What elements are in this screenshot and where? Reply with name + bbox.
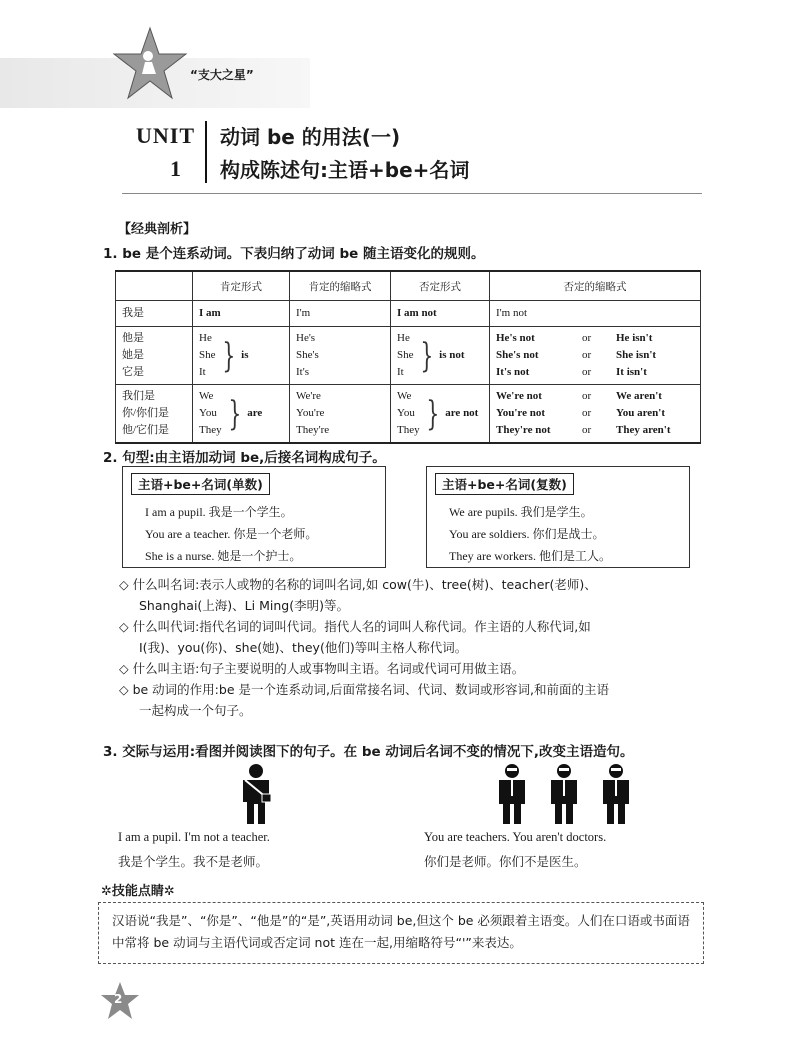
section-label: 【经典剖析】 bbox=[118, 222, 197, 237]
neg-short-b: We aren't bbox=[616, 390, 662, 402]
brace-icon: } bbox=[419, 335, 433, 376]
neg-short-a: You're not bbox=[496, 407, 545, 419]
figure-caption-en: You are teachers. You aren't doctors. bbox=[424, 830, 607, 844]
notes-list bbox=[119, 574, 709, 721]
be-form: is bbox=[241, 349, 249, 361]
title-rule bbox=[122, 193, 702, 194]
unit-title-line1: 动词 be 的用法(一) bbox=[220, 125, 401, 149]
question-2: 2. 句型:由主语加动词 be,后接名词构成句子。 bbox=[103, 450, 386, 466]
neg-short-b: He isn't bbox=[616, 332, 653, 344]
teacher-figure-icon bbox=[542, 762, 586, 826]
unit-number: 1 bbox=[170, 156, 181, 181]
or-word: or bbox=[582, 332, 592, 344]
pronoun: She bbox=[397, 349, 414, 361]
neg-short-b: They aren't bbox=[616, 424, 671, 436]
table-header: 否定的缩略式 bbox=[490, 271, 701, 301]
note-line: Shanghai(上海)、Li Ming(李明)等。 bbox=[139, 598, 349, 613]
note-line: ◇ 什么叫名词:表示人或物的名称的词叫名词,如 cow(牛)、tree(树)、teacher(老师)、 bbox=[119, 577, 597, 592]
subject-label: 他/它们是 bbox=[122, 424, 170, 436]
unit-divider bbox=[205, 121, 207, 183]
neg-cell: I am not bbox=[391, 301, 490, 327]
question-3: 3. 交际与运用:看图并阅读图下的句子。在 be 动词后名词不变的情况下,改变主语造句。 bbox=[103, 744, 634, 760]
note-line: I(我)、you(你)、she(她)、they(他们)等叫主格人称代词。 bbox=[139, 640, 468, 655]
pronoun: She bbox=[199, 349, 216, 361]
or-word: or bbox=[582, 349, 592, 361]
pronoun: We bbox=[397, 390, 412, 402]
short-form: You're bbox=[296, 407, 325, 419]
neg-form: is not bbox=[439, 349, 465, 361]
brace-icon: } bbox=[425, 393, 439, 434]
neg-short-b: You aren't bbox=[616, 407, 665, 419]
pronoun: You bbox=[397, 407, 415, 419]
table-header bbox=[116, 271, 193, 301]
or-word: or bbox=[582, 390, 592, 402]
teacher-figure-icon bbox=[594, 762, 638, 826]
pronoun: They bbox=[397, 424, 420, 436]
example-sentence: I am a pupil. 我是一个学生。 bbox=[145, 505, 293, 519]
pronoun: You bbox=[199, 407, 217, 419]
note-line: 一起构成一个句子。 bbox=[139, 703, 252, 718]
table-row bbox=[116, 327, 701, 385]
pupil-figure-icon bbox=[234, 762, 278, 826]
subject-label: 她是 bbox=[122, 349, 144, 361]
be-form: are bbox=[247, 407, 263, 419]
example-box-plural bbox=[426, 466, 690, 568]
figure-caption-cn: 我是个学生。我不是老师。 bbox=[118, 854, 269, 869]
table-header: 肯定形式 bbox=[193, 271, 290, 301]
teacher-figure-icon bbox=[490, 762, 534, 826]
aff-short-cell: I'm bbox=[290, 301, 391, 327]
brace-icon: } bbox=[221, 335, 235, 376]
example-sentence: You are a teacher. 你是一个老师。 bbox=[145, 527, 318, 541]
pronoun: He bbox=[199, 332, 212, 344]
example-sentence: We are pupils. 我们是学生。 bbox=[449, 505, 593, 519]
short-form: It's bbox=[296, 366, 309, 378]
short-form: She's bbox=[296, 349, 319, 361]
box-title: 主语+be+名词(复数) bbox=[435, 473, 574, 495]
neg-form: are not bbox=[445, 407, 479, 419]
figure-caption-en: I am a pupil. I'm not a teacher. bbox=[118, 830, 270, 844]
or-word: or bbox=[582, 407, 592, 419]
figure-caption-cn: 你们是老师。你们不是医生。 bbox=[424, 854, 587, 869]
pronoun: He bbox=[397, 332, 410, 344]
table-header: 肯定的缩略式 bbox=[290, 271, 391, 301]
neg-short-b: She isn't bbox=[616, 349, 657, 361]
neg-short-a: He's not bbox=[496, 332, 535, 344]
note-line: ◇ 什么叫主语:句子主要说明的人或事物叫主语。名词或代词可用做主语。 bbox=[119, 661, 525, 676]
box-title: 主语+be+名词(单数) bbox=[131, 473, 270, 495]
subject-cell: 我是 bbox=[116, 301, 193, 327]
or-word: or bbox=[582, 424, 592, 436]
short-form: They're bbox=[296, 424, 330, 436]
neg-short-a: They're not bbox=[496, 424, 551, 436]
subject-label: 他是 bbox=[122, 332, 144, 344]
question-1: 1. be 是个连系动词。下表归纳了动词 be 随主语变化的规则。 bbox=[103, 246, 485, 262]
tips-title: ✲技能点睛✲ bbox=[101, 884, 175, 899]
pronoun: It bbox=[397, 366, 404, 378]
brace-icon: } bbox=[227, 393, 241, 434]
be-rules-table bbox=[115, 270, 701, 444]
subject-label: 你/你们是 bbox=[122, 407, 170, 419]
page-number-badge bbox=[100, 981, 140, 1025]
table-row bbox=[116, 385, 701, 444]
neg-short-a: She's not bbox=[496, 349, 539, 361]
or-word: or bbox=[582, 366, 592, 378]
neg-short-a: It's not bbox=[496, 366, 530, 378]
neg-short-b: It isn't bbox=[616, 366, 647, 378]
note-line: ◇ 什么叫代词:指代名词的词叫代词。指代人名的词叫人称代词。作主语的人称代词,如 bbox=[119, 619, 591, 634]
note-line: ◇ be 动词的作用:be 是一个连系动词,后面常接名词、代词、数词或形容词,和前面的主语 bbox=[119, 682, 609, 697]
example-box-singular bbox=[122, 466, 386, 568]
page-number: 2 bbox=[114, 992, 123, 1006]
example-sentence: She is a nurse. 她是一个护士。 bbox=[145, 549, 302, 563]
subject-label: 我们是 bbox=[122, 390, 155, 402]
unit-title-line2: 构成陈述句:主语+be+名词 bbox=[220, 158, 470, 182]
table-header: 否定形式 bbox=[391, 271, 490, 301]
short-form: He's bbox=[296, 332, 316, 344]
star-logo-icon bbox=[112, 26, 188, 106]
subject-label: 它是 bbox=[122, 366, 144, 378]
tips-text: 汉语说“我是”、“你是”、“他是”的“是”,英语用动词 be,但这个 be 必须跟着主语变。人们在口语或书面语中常将 be 动词与主语代词或否定词 not 连在一起,用缩略符号“'”来表达。 bbox=[112, 913, 690, 950]
example-sentence: They are workers. 他们是工人。 bbox=[449, 549, 611, 563]
brand-name: “支大之星” bbox=[190, 68, 254, 82]
aff-cell: I am bbox=[193, 301, 290, 327]
neg-short-a: We're not bbox=[496, 390, 542, 402]
pronoun: It bbox=[199, 366, 206, 378]
pronoun: They bbox=[199, 424, 222, 436]
unit-label: UNIT bbox=[136, 123, 196, 148]
neg-short-cell: I'm not bbox=[490, 301, 701, 327]
pronoun: We bbox=[199, 390, 214, 402]
short-form: We're bbox=[296, 390, 321, 402]
table-row bbox=[116, 301, 701, 327]
example-sentence: You are soldiers. 你们是战士。 bbox=[449, 527, 605, 541]
